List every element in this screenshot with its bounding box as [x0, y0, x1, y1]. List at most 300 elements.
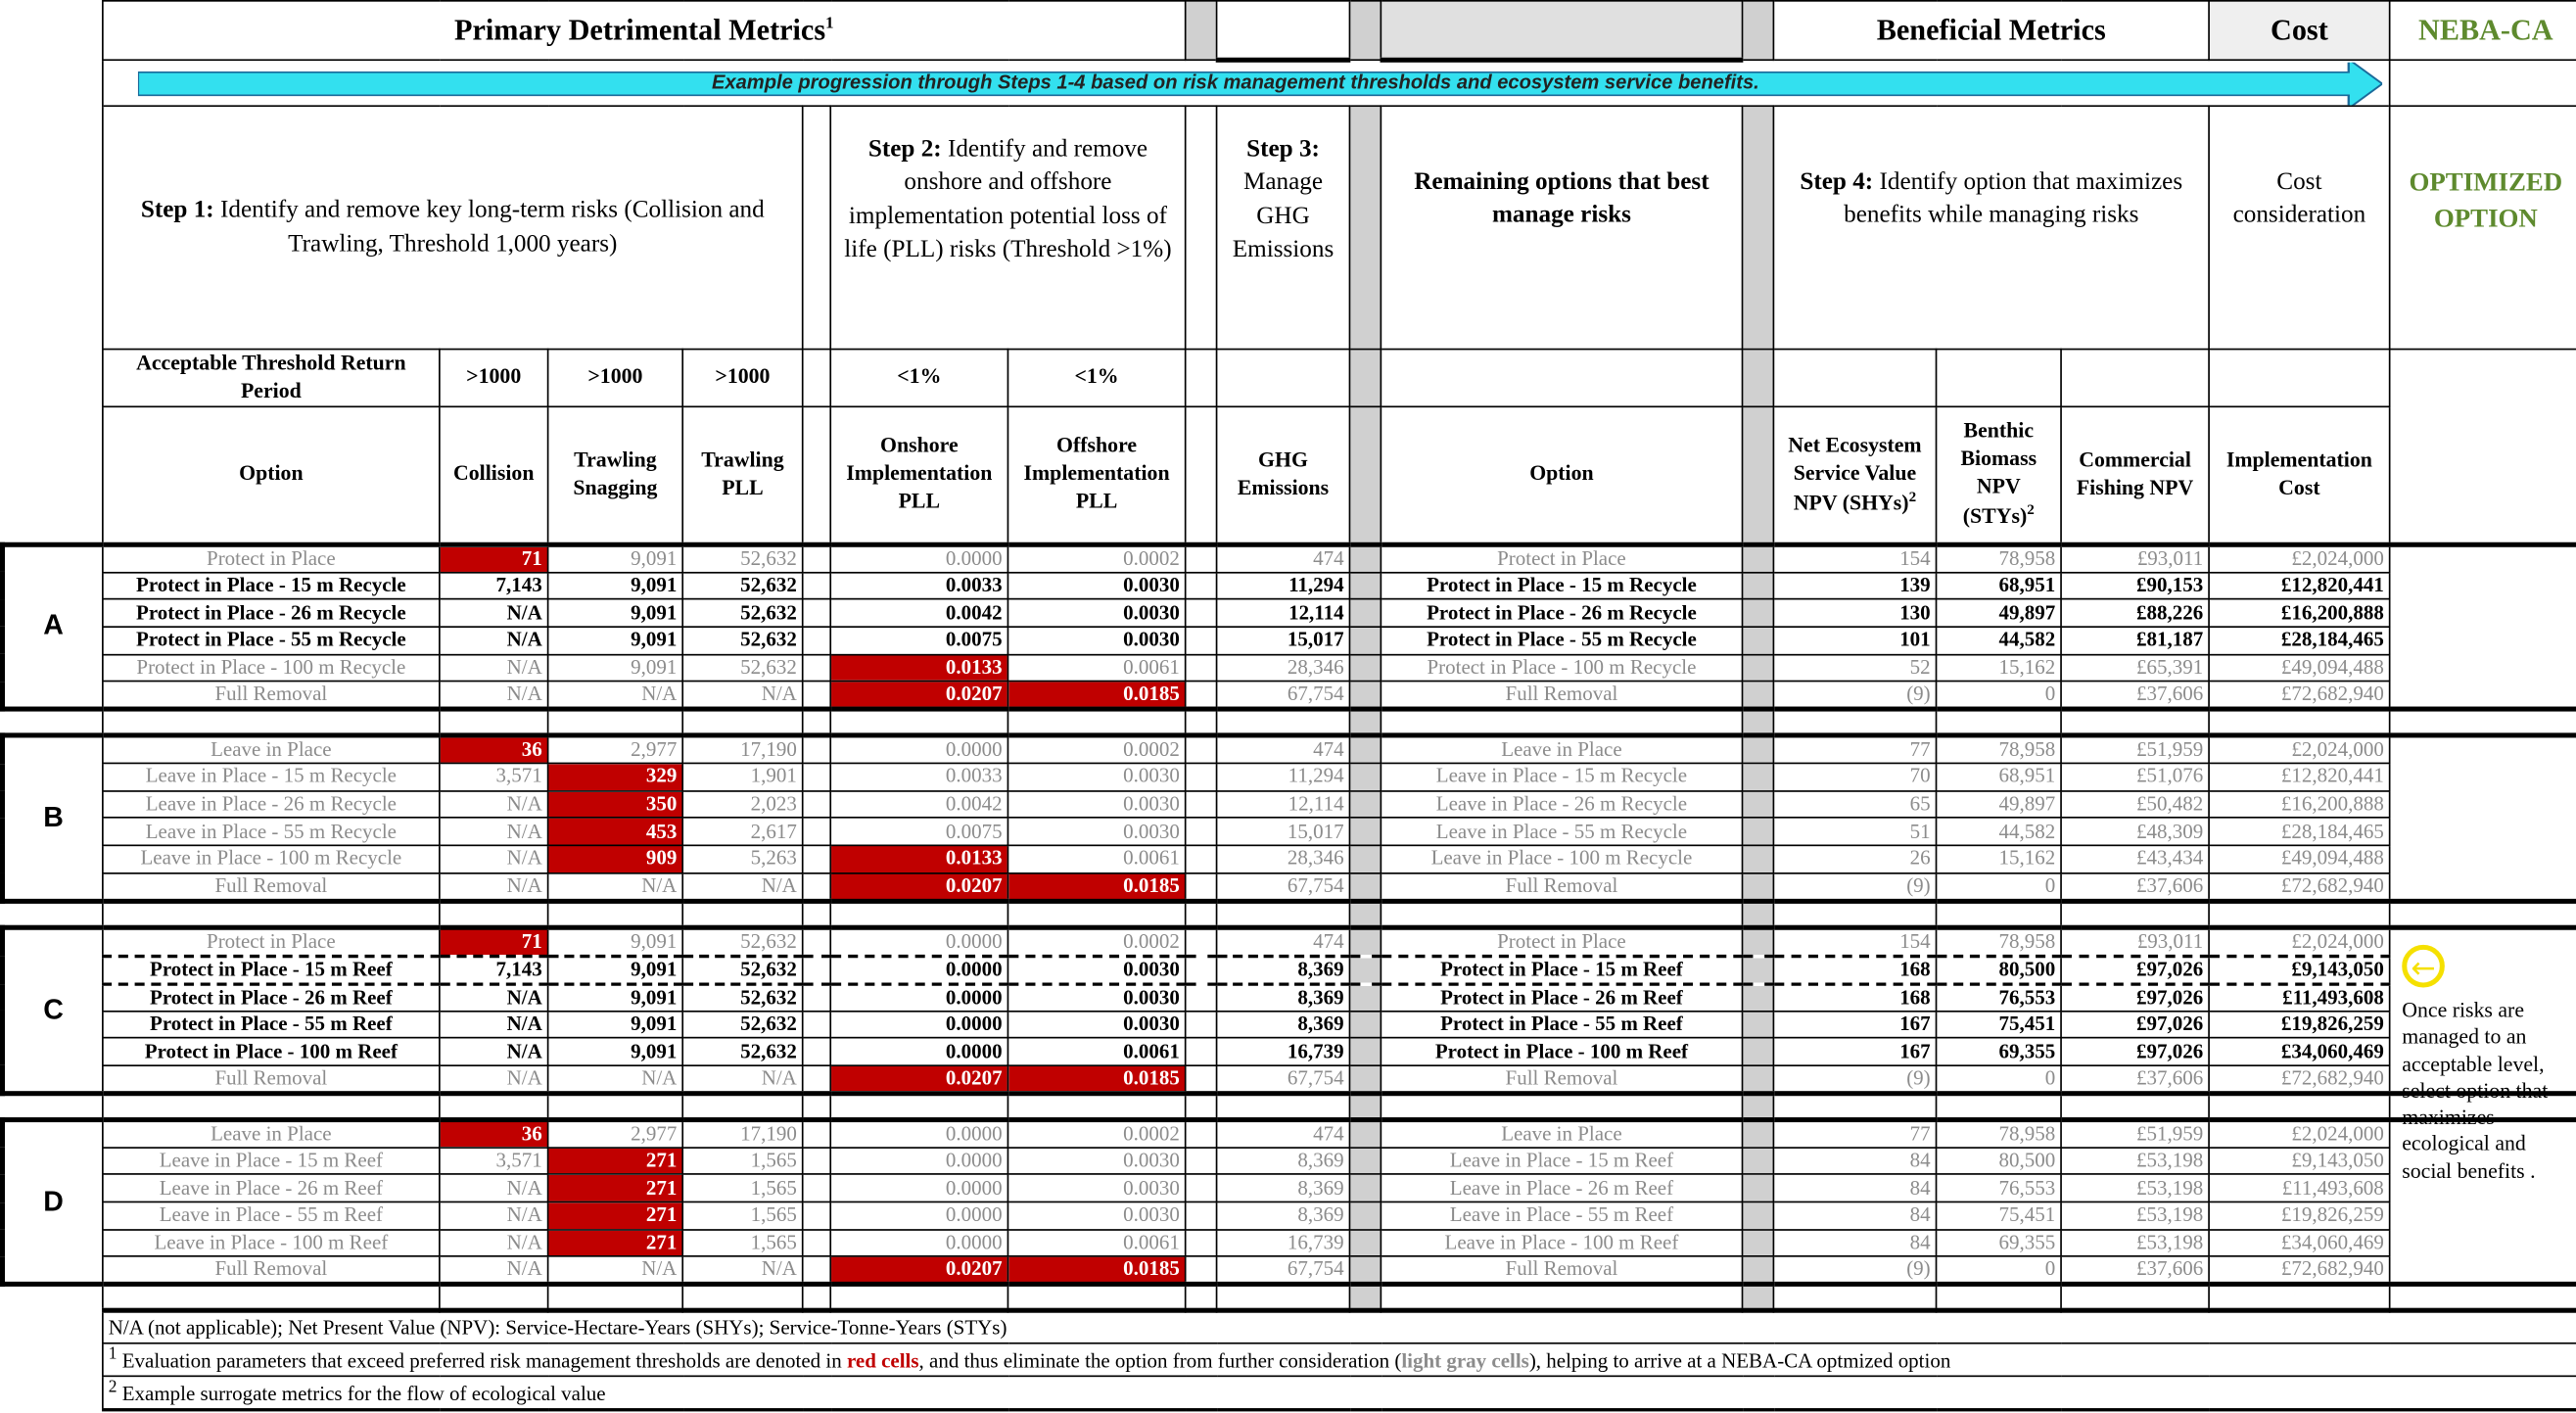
cell-offshore: 0.0002 — [1007, 1119, 1185, 1148]
cell-option: Leave in Place - 15 m Recycle — [103, 764, 440, 791]
cell-benthic: 78,958 — [1937, 926, 2062, 955]
cell-collision: N/A — [440, 1175, 548, 1202]
cell-fishing: £93,011 — [2061, 544, 2209, 573]
table-row — [3, 818, 2576, 845]
cell-collision: 3,571 — [440, 1148, 548, 1175]
cell-offshore: 0.0030 — [1007, 627, 1185, 654]
cell-nesv: (9) — [1773, 682, 1936, 710]
cell-trawl-pll: 52,632 — [682, 1011, 802, 1038]
cell-benthic: 75,451 — [1937, 1201, 2062, 1229]
cell-trawl-snag: 453 — [548, 818, 683, 845]
cell-benthic: 49,897 — [1937, 599, 2062, 627]
cell-benthic: 78,958 — [1937, 735, 2062, 764]
cell-ghg: 474 — [1217, 926, 1350, 955]
table-row — [3, 1201, 2576, 1229]
cell-fishing: £97,026 — [2061, 1038, 2209, 1065]
cell-offshore: 0.0030 — [1007, 791, 1185, 819]
cell-trawl-pll: 52,632 — [682, 926, 802, 955]
cell-onshore: 0.0000 — [830, 1229, 1007, 1256]
cell-nesv: 84 — [1773, 1148, 1936, 1175]
cell-benthic: 0 — [1937, 682, 2062, 710]
cell-onshore: 0.0075 — [830, 627, 1007, 654]
cell-nesv: 77 — [1773, 735, 1936, 764]
cell-impl: £72,682,940 — [2209, 1256, 2390, 1285]
cell-nesv: 139 — [1773, 572, 1936, 599]
table-row — [3, 735, 2576, 764]
cell-impl: £9,143,050 — [2209, 956, 2390, 984]
cell-impl: £12,820,441 — [2209, 764, 2390, 791]
cell-option2: Leave in Place — [1381, 1119, 1742, 1148]
table-row — [3, 572, 2576, 599]
cell-benthic: 68,951 — [1937, 764, 2062, 791]
cell-offshore: 0.0185 — [1007, 1065, 1185, 1094]
cell-fishing: £50,482 — [2061, 791, 2209, 819]
cell-fishing: £97,026 — [2061, 956, 2209, 984]
cell-offshore: 0.0030 — [1007, 818, 1185, 845]
cell-offshore: 0.0030 — [1007, 599, 1185, 627]
cell-trawl-snag: 271 — [548, 1148, 683, 1175]
cell-impl: £12,820,441 — [2209, 572, 2390, 599]
cell-impl: £72,682,940 — [2209, 872, 2390, 901]
cell-nesv: 51 — [1773, 818, 1936, 845]
cell-onshore: 0.0207 — [830, 1065, 1007, 1094]
col-collision: Collision — [440, 406, 548, 544]
cell-option: Full Removal — [103, 872, 440, 901]
cell-impl: £34,060,469 — [2209, 1229, 2390, 1256]
cell-collision: N/A — [440, 872, 548, 901]
col-option2: Option — [1381, 406, 1742, 544]
cell-fishing: £97,026 — [2061, 983, 2209, 1011]
cell-trawl-snag: 271 — [548, 1229, 683, 1256]
cell-option2: Protect in Place - 100 m Recycle — [1381, 654, 1742, 682]
cell-impl: £2,024,000 — [2209, 735, 2390, 764]
table-row — [3, 1256, 2576, 1285]
cell-nesv: 52 — [1773, 654, 1936, 682]
cell-option2: Protect in Place — [1381, 926, 1742, 955]
cell-trawl-pll: 17,190 — [682, 1119, 802, 1148]
cell-ghg: 8,369 — [1217, 1011, 1350, 1038]
cell-trawl-snag: 9,091 — [548, 983, 683, 1011]
cell-option: Leave in Place — [103, 1119, 440, 1148]
beneficial-metrics-header: Beneficial Metrics — [1773, 1, 2209, 60]
cell-impl: £16,200,888 — [2209, 599, 2390, 627]
cell-trawl-pll: 52,632 — [682, 1038, 802, 1065]
cell-onshore: 0.0042 — [830, 599, 1007, 627]
table-row — [3, 682, 2576, 710]
cell-onshore: 0.0000 — [830, 544, 1007, 573]
cell-impl: £49,094,488 — [2209, 845, 2390, 872]
cell-ghg: 15,017 — [1217, 627, 1350, 654]
cell-fishing: £51,076 — [2061, 764, 2209, 791]
cell-benthic: 75,451 — [1937, 1011, 2062, 1038]
table-row — [3, 926, 2576, 955]
cell-option2: Leave in Place - 100 m Recycle — [1381, 845, 1742, 872]
cell-option2: Protect in Place - 26 m Reef — [1381, 983, 1742, 1011]
table-row — [3, 544, 2576, 573]
cell-onshore: 0.0000 — [830, 1119, 1007, 1148]
threshold-onshore: <1% — [830, 350, 1007, 406]
cell-onshore: 0.0000 — [830, 1011, 1007, 1038]
progression-banner — [138, 68, 2382, 104]
cell-option: Protect in Place - 15 m Recycle — [103, 572, 440, 599]
cell-ghg: 28,346 — [1217, 845, 1350, 872]
cell-option: Leave in Place - 15 m Reef — [103, 1148, 440, 1175]
cell-offshore: 0.0030 — [1007, 1175, 1185, 1202]
cell-benthic: 15,162 — [1937, 654, 2062, 682]
table-row — [3, 654, 2576, 682]
cell-fishing: £43,434 — [2061, 845, 2209, 872]
cell-option2: Leave in Place - 15 m Recycle — [1381, 764, 1742, 791]
cell-collision: N/A — [440, 791, 548, 819]
cell-fishing: £53,198 — [2061, 1229, 2209, 1256]
cell-option: Leave in Place - 55 m Recycle — [103, 818, 440, 845]
cell-option: Protect in Place - 15 m Reef — [103, 956, 440, 984]
footnote-2: $^2$ Example surrogate metrics for the flow of ecological value — [103, 1377, 2576, 1410]
remaining-options-text: Remaining options that best manage risks — [1381, 106, 1742, 349]
cell-impl: £2,024,000 — [2209, 1119, 2390, 1148]
cell-trawl-snag: 2,977 — [548, 1119, 683, 1148]
cell-option2: Full Removal — [1381, 1065, 1742, 1094]
cost-consideration-text: Cost consideration — [2209, 106, 2390, 349]
cell-onshore: 0.0207 — [830, 1256, 1007, 1285]
cell-ghg: 28,346 — [1217, 654, 1350, 682]
step3-text: Step 3: Manage GHG Emissions — [1217, 106, 1350, 349]
cell-trawl-snag: N/A — [548, 872, 683, 901]
cell-onshore: 0.0000 — [830, 1148, 1007, 1175]
side-note-text: Once risks are managed to an acceptable level, select option that maximizes ecological and social benefits . — [2402, 997, 2549, 1183]
cell-option: Protect in Place - 100 m Reef — [103, 1038, 440, 1065]
cell-option2: Leave in Place - 100 m Reef — [1381, 1229, 1742, 1256]
cell-benthic: 44,582 — [1937, 627, 2062, 654]
cell-fishing: £51,959 — [2061, 1119, 2209, 1148]
table-row — [3, 1148, 2576, 1175]
cell-option: Leave in Place - 100 m Recycle — [103, 845, 440, 872]
cell-collision: N/A — [440, 682, 548, 710]
cell-option: Leave in Place — [103, 735, 440, 764]
cell-trawl-pll: 52,632 — [682, 544, 802, 573]
cell-benthic: 0 — [1937, 1065, 2062, 1094]
table-row — [3, 845, 2576, 872]
cell-ghg: 474 — [1217, 544, 1350, 573]
col-offshore: Offshore Implementation PLL — [1007, 406, 1185, 544]
cell-trawl-pll: 52,632 — [682, 627, 802, 654]
cell-collision: N/A — [440, 1229, 548, 1256]
cell-nesv: 154 — [1773, 926, 1936, 955]
cell-nesv: 84 — [1773, 1229, 1936, 1256]
cell-trawl-snag: N/A — [548, 682, 683, 710]
cell-fishing: £90,153 — [2061, 572, 2209, 599]
col-trawl-pll: Trawling PLL — [682, 406, 802, 544]
cell-onshore: 0.0000 — [830, 983, 1007, 1011]
cell-impl: £72,682,940 — [2209, 682, 2390, 710]
group-label: C — [3, 926, 103, 1093]
cell-collision: 3,571 — [440, 764, 548, 791]
cell-collision: N/A — [440, 627, 548, 654]
cell-offshore: 0.0061 — [1007, 1038, 1185, 1065]
cell-collision: 36 — [440, 735, 548, 764]
cell-offshore: 0.0185 — [1007, 682, 1185, 710]
cell-onshore: 0.0000 — [830, 1201, 1007, 1229]
cell-benthic: 0 — [1937, 1256, 2062, 1285]
cell-ghg: 8,369 — [1217, 983, 1350, 1011]
cell-ghg: 16,739 — [1217, 1229, 1350, 1256]
cell-nesv: 154 — [1773, 544, 1936, 573]
cell-offshore: 0.0002 — [1007, 544, 1185, 573]
threshold-trawl-snag: >1000 — [548, 350, 683, 406]
cell-collision: 71 — [440, 926, 548, 955]
cell-option2: Protect in Place - 55 m Reef — [1381, 1011, 1742, 1038]
cell-option: Protect in Place - 26 m Reef — [103, 983, 440, 1011]
cell-trawl-snag: 271 — [548, 1201, 683, 1229]
cell-ghg: 474 — [1217, 1119, 1350, 1148]
cell-option2: Protect in Place - 55 m Recycle — [1381, 627, 1742, 654]
cell-impl: £34,060,469 — [2209, 1038, 2390, 1065]
cell-impl: £19,826,259 — [2209, 1201, 2390, 1229]
step2-text: Step 2: Identify and remove onshore and offshore implementation potential loss of life (PLL) risks (Threshold >1%) — [830, 106, 1185, 349]
table-row — [3, 1038, 2576, 1065]
cell-impl: £19,826,259 — [2209, 1011, 2390, 1038]
table-row — [3, 872, 2576, 901]
cell-benthic: 76,553 — [1937, 1175, 2062, 1202]
cell-option2: Protect in Place - 26 m Recycle — [1381, 599, 1742, 627]
cell-trawl-pll: 1,565 — [682, 1148, 802, 1175]
cell-trawl-snag: 329 — [548, 764, 683, 791]
group-label: D — [3, 1119, 103, 1284]
cell-nesv: 167 — [1773, 1038, 1936, 1065]
cell-trawl-pll: 2,617 — [682, 818, 802, 845]
cell-trawl-snag: N/A — [548, 1256, 683, 1285]
cell-nesv: 26 — [1773, 845, 1936, 872]
cell-collision: N/A — [440, 845, 548, 872]
cell-option: Leave in Place - 100 m Reef — [103, 1229, 440, 1256]
cell-option: Protect in Place — [103, 544, 440, 573]
cell-offshore: 0.0002 — [1007, 735, 1185, 764]
table-row — [3, 764, 2576, 791]
cell-benthic: 0 — [1937, 872, 2062, 901]
cell-ghg: 12,114 — [1217, 791, 1350, 819]
cell-trawl-pll: 52,632 — [682, 983, 802, 1011]
cell-option: Leave in Place - 26 m Reef — [103, 1175, 440, 1202]
cell-nesv: (9) — [1773, 872, 1936, 901]
table-row — [3, 956, 2576, 984]
cell-benthic: 69,355 — [1937, 1229, 2062, 1256]
cell-onshore: 0.0000 — [830, 1038, 1007, 1065]
cell-ghg: 16,739 — [1217, 1038, 1350, 1065]
cell-impl: £28,184,465 — [2209, 627, 2390, 654]
cell-trawl-snag: N/A — [548, 1065, 683, 1094]
cell-impl: £2,024,000 — [2209, 926, 2390, 955]
cell-onshore: 0.0133 — [830, 654, 1007, 682]
cell-collision: N/A — [440, 983, 548, 1011]
cell-trawl-pll: N/A — [682, 1065, 802, 1094]
cell-impl: £9,143,050 — [2209, 1148, 2390, 1175]
threshold-collision: >1000 — [440, 350, 548, 406]
cell-benthic: 80,500 — [1937, 1148, 2062, 1175]
cell-trawl-pll: 5,263 — [682, 845, 802, 872]
cell-onshore: 0.0042 — [830, 791, 1007, 819]
cell-option2: Leave in Place — [1381, 735, 1742, 764]
cell-ghg: 11,294 — [1217, 572, 1350, 599]
cell-trawl-pll: N/A — [682, 682, 802, 710]
cell-option2: Protect in Place — [1381, 544, 1742, 573]
cell-trawl-snag: 909 — [548, 845, 683, 872]
cell-benthic: 78,958 — [1937, 1119, 2062, 1148]
cell-fishing: £81,187 — [2061, 627, 2209, 654]
cell-nesv: 168 — [1773, 956, 1936, 984]
cell-fishing: £97,026 — [2061, 1011, 2209, 1038]
cell-nesv: (9) — [1773, 1256, 1936, 1285]
cell-offshore: 0.0061 — [1007, 1229, 1185, 1256]
cell-option: Protect in Place - 26 m Recycle — [103, 599, 440, 627]
cell-option: Protect in Place - 100 m Recycle — [103, 654, 440, 682]
cell-benthic: 69,355 — [1937, 1038, 2062, 1065]
cell-benthic: 76,553 — [1937, 983, 2062, 1011]
cell-fishing: £53,198 — [2061, 1175, 2209, 1202]
cell-option2: Leave in Place - 26 m Recycle — [1381, 791, 1742, 819]
cell-offshore: 0.0030 — [1007, 1148, 1185, 1175]
col-ghg: GHG Emissions — [1217, 406, 1350, 544]
cell-impl: £28,184,465 — [2209, 818, 2390, 845]
cell-option: Protect in Place — [103, 926, 440, 955]
step4-text: Step 4: Identify option that maximizes benefits while managing risks — [1773, 106, 2209, 349]
cell-onshore: 0.0207 — [830, 682, 1007, 710]
cell-benthic: 15,162 — [1937, 845, 2062, 872]
cell-option2: Full Removal — [1381, 1256, 1742, 1285]
cell-option2: Leave in Place - 15 m Reef — [1381, 1148, 1742, 1175]
cell-trawl-snag: 9,091 — [548, 956, 683, 984]
cell-nesv: 130 — [1773, 599, 1936, 627]
cell-nesv: 167 — [1773, 1011, 1936, 1038]
cell-fishing: £37,606 — [2061, 682, 2209, 710]
cell-collision: 36 — [440, 1119, 548, 1148]
cell-trawl-snag: 9,091 — [548, 627, 683, 654]
cell-onshore: 0.0207 — [830, 872, 1007, 901]
cell-fishing: £65,391 — [2061, 654, 2209, 682]
cell-benthic: 44,582 — [1937, 818, 2062, 845]
table-row — [3, 627, 2576, 654]
banner-text: Example progression through Steps 1-4 based on risk management thresholds and ecosystem service benefits. — [711, 71, 1759, 94]
cell-trawl-snag: 350 — [548, 791, 683, 819]
cell-trawl-pll: 2,023 — [682, 791, 802, 819]
cell-trawl-pll: 1,565 — [682, 1201, 802, 1229]
cell-trawl-snag: 9,091 — [548, 1011, 683, 1038]
cell-ghg: 67,754 — [1217, 872, 1350, 901]
cell-collision: 7,143 — [440, 956, 548, 984]
cell-trawl-snag: 9,091 — [548, 654, 683, 682]
cell-nesv: 65 — [1773, 791, 1936, 819]
cell-ghg: 15,017 — [1217, 818, 1350, 845]
cell-impl: £72,682,940 — [2209, 1065, 2390, 1094]
cell-ghg: 8,369 — [1217, 1148, 1350, 1175]
optimized-option-text: OPTIMIZED OPTION — [2390, 106, 2576, 349]
cell-ghg: 11,294 — [1217, 764, 1350, 791]
cell-impl: £11,493,608 — [2209, 983, 2390, 1011]
cell-offshore: 0.0061 — [1007, 654, 1185, 682]
cell-offshore: 0.0002 — [1007, 926, 1185, 955]
cell-ghg: 8,369 — [1217, 956, 1350, 984]
cell-nesv: 77 — [1773, 1119, 1936, 1148]
cell-onshore: 0.0000 — [830, 956, 1007, 984]
cell-impl: £11,493,608 — [2209, 1175, 2390, 1202]
cell-trawl-snag: 9,091 — [548, 572, 683, 599]
footnote-1: $^1$ Evaluation parameters that exceed preferred risk management thresholds are denoted in red cells, and thus eliminate the option from further consideration (light gray cells), helping to arrive at a NEBA-CA optmized option — [103, 1343, 2576, 1377]
cell-onshore: 0.0075 — [830, 818, 1007, 845]
cell-trawl-snag: 2,977 — [548, 735, 683, 764]
cell-option2: Protect in Place - 15 m Reef — [1381, 956, 1742, 984]
cell-trawl-pll: 52,632 — [682, 599, 802, 627]
cell-impl: £16,200,888 — [2209, 791, 2390, 819]
cell-trawl-pll: 1,901 — [682, 764, 802, 791]
cell-fishing: £37,606 — [2061, 1256, 2209, 1285]
cell-trawl-pll: N/A — [682, 872, 802, 901]
footnote-0: N/A (not applicable); Net Present Value (NPV): Service-Hectare-Years (SHYs); Service-Tonne-Years (STYs) — [103, 1311, 2576, 1344]
cell-offshore: 0.0030 — [1007, 572, 1185, 599]
table-row — [3, 1175, 2576, 1202]
cell-nesv: 84 — [1773, 1175, 1936, 1202]
cell-ghg: 67,754 — [1217, 1065, 1350, 1094]
col-option: Option — [103, 406, 440, 544]
cell-option2: Protect in Place - 15 m Recycle — [1381, 572, 1742, 599]
primary-metrics-header: Primary Detrimental Metrics$^1$ — [103, 1, 1186, 60]
cell-collision: N/A — [440, 654, 548, 682]
cell-fishing: £51,959 — [2061, 735, 2209, 764]
cell-option: Full Removal — [103, 1256, 440, 1285]
cell-benthic: 49,897 — [1937, 791, 2062, 819]
cell-impl: £2,024,000 — [2209, 544, 2390, 573]
cell-option2: Full Removal — [1381, 682, 1742, 710]
col-trawl-snag: Trawling Snagging — [548, 406, 683, 544]
cell-nesv: (9) — [1773, 1065, 1936, 1094]
cell-option: Full Removal — [103, 682, 440, 710]
cell-offshore: 0.0061 — [1007, 845, 1185, 872]
cell-fishing: £88,226 — [2061, 599, 2209, 627]
threshold-label: Acceptable Threshold Return Period — [103, 350, 440, 406]
cell-nesv: 84 — [1773, 1201, 1936, 1229]
cell-onshore: 0.0000 — [830, 926, 1007, 955]
cell-impl: £49,094,488 — [2209, 654, 2390, 682]
group-label: B — [3, 735, 103, 900]
cell-onshore: 0.0000 — [830, 735, 1007, 764]
table-row — [3, 1011, 2576, 1038]
cell-benthic: 80,500 — [1937, 956, 2062, 984]
cell-fishing: £53,198 — [2061, 1201, 2209, 1229]
cell-ghg: 8,369 — [1217, 1201, 1350, 1229]
cell-ghg: 12,114 — [1217, 599, 1350, 627]
cell-fishing: £48,309 — [2061, 818, 2209, 845]
cell-option2: Leave in Place - 55 m Recycle — [1381, 818, 1742, 845]
cell-nesv: 70 — [1773, 764, 1936, 791]
cell-offshore: 0.0185 — [1007, 1256, 1185, 1285]
cell-trawl-snag: 9,091 — [548, 1038, 683, 1065]
cell-collision: N/A — [440, 1256, 548, 1285]
cost-header: Cost — [2209, 1, 2390, 60]
table-row — [3, 983, 2576, 1011]
cell-collision: N/A — [440, 599, 548, 627]
cell-onshore: 0.0033 — [830, 764, 1007, 791]
cell-offshore: 0.0030 — [1007, 983, 1185, 1011]
cell-ghg: 67,754 — [1217, 682, 1350, 710]
cell-fishing: £53,198 — [2061, 1148, 2209, 1175]
arrow-left-circle-icon: ← — [2402, 945, 2445, 988]
table-row — [3, 791, 2576, 819]
cell-collision: 71 — [440, 544, 548, 573]
col-impl: Implementation Cost — [2209, 406, 2390, 544]
cell-benthic: 78,958 — [1937, 544, 2062, 573]
cell-collision: N/A — [440, 1011, 548, 1038]
cell-offshore: 0.0030 — [1007, 956, 1185, 984]
cell-fishing: £37,606 — [2061, 1065, 2209, 1094]
cell-trawl-pll: N/A — [682, 1256, 802, 1285]
